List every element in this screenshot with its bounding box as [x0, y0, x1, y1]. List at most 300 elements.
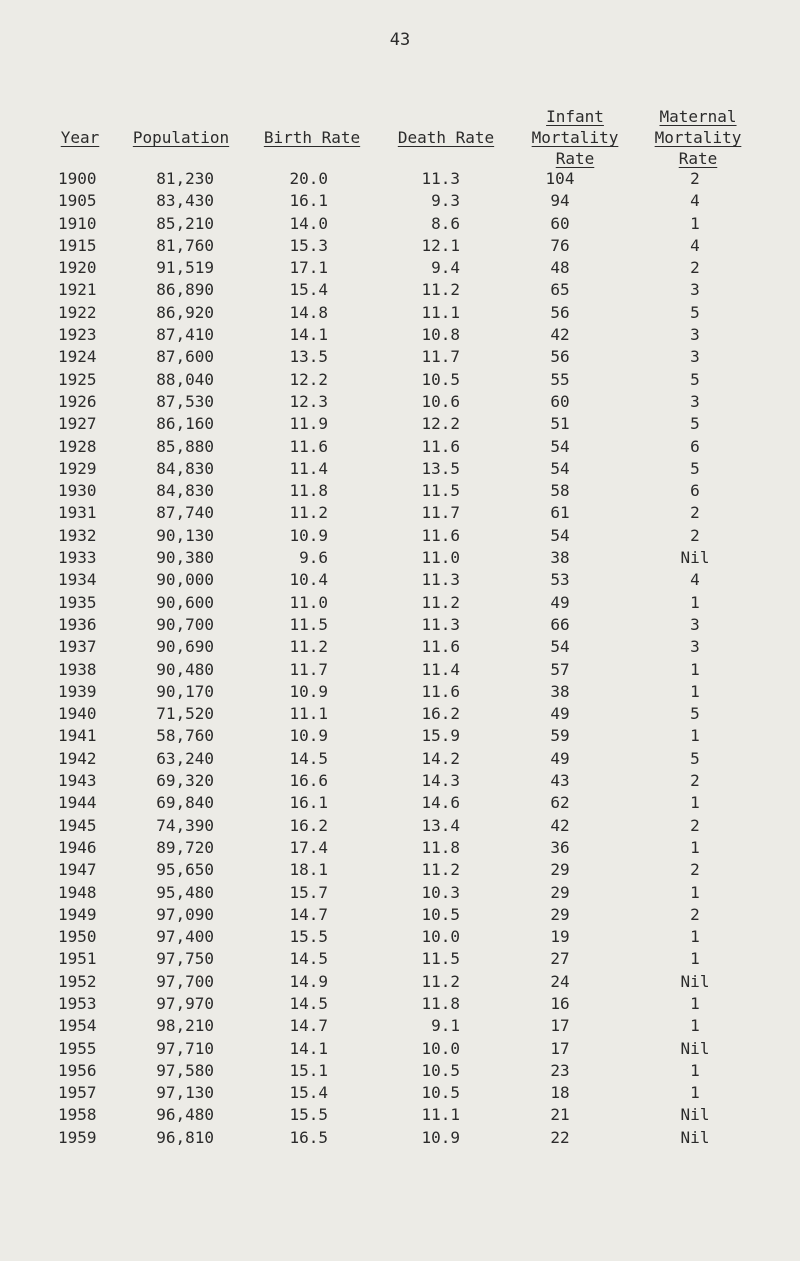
page-number: 43: [389, 30, 411, 50]
birth-rate-cell: 17.4: [289, 837, 328, 857]
death-rate-cell: 11.2: [421, 592, 460, 612]
year-cell: 1925: [58, 369, 97, 389]
table-row: [0, 993, 800, 1015]
maternal-mortality-cell: 3: [690, 391, 700, 411]
birth-rate-cell: 14.7: [289, 1016, 328, 1036]
infant-mortality-cell: 62: [550, 793, 570, 813]
infant-mortality-cell: 19: [550, 927, 570, 947]
death-rate-cell: 14.3: [421, 771, 460, 791]
birth-rate-cell: 9.6: [299, 548, 328, 568]
header-infant-line-1: Infant: [546, 107, 604, 126]
table-row: [0, 1104, 800, 1126]
population-cell: 84,830: [156, 458, 214, 478]
table-row: [0, 502, 800, 524]
death-rate-cell: 10.6: [421, 391, 460, 411]
birth-rate-cell: 15.1: [289, 1060, 328, 1080]
infant-mortality-cell: 53: [550, 570, 570, 590]
year-cell: 1940: [58, 704, 97, 724]
death-rate-cell: 11.1: [421, 1105, 460, 1125]
maternal-mortality-cell: 5: [690, 302, 700, 322]
year-cell: 1959: [58, 1127, 97, 1147]
maternal-mortality-cell: 3: [690, 280, 700, 300]
population-cell: 95,480: [156, 882, 214, 902]
header-maternal-line-3: Rate: [678, 149, 718, 168]
maternal-mortality-cell: 3: [690, 614, 700, 634]
death-rate-cell: 11.4: [421, 659, 460, 679]
year-cell: 1942: [58, 748, 97, 768]
population-cell: 63,240: [156, 748, 214, 768]
table-row: [0, 413, 800, 435]
table-row: [0, 725, 800, 747]
table-row: [0, 1038, 800, 1060]
death-rate-cell: 10.5: [421, 1060, 460, 1080]
maternal-mortality-cell: 3: [690, 637, 700, 657]
year-cell: 1955: [58, 1038, 97, 1058]
population-cell: 85,210: [156, 213, 214, 233]
maternal-mortality-cell: 5: [690, 369, 700, 389]
population-cell: 97,400: [156, 927, 214, 947]
death-rate-cell: 11.6: [421, 681, 460, 701]
death-rate-cell: 11.7: [421, 503, 460, 523]
infant-mortality-cell: 54: [550, 436, 570, 456]
maternal-mortality-cell: 3: [690, 325, 700, 345]
maternal-mortality-cell: 6: [690, 481, 700, 501]
population-cell: 86,890: [156, 280, 214, 300]
table-row: [0, 703, 800, 725]
birth-rate-cell: 15.4: [289, 1083, 328, 1103]
year-cell: 1931: [58, 503, 97, 523]
population-cell: 97,970: [156, 993, 214, 1013]
infant-mortality-cell: 51: [550, 414, 570, 434]
maternal-mortality-cell: 2: [690, 525, 700, 545]
year-cell: 1947: [58, 860, 97, 880]
population-cell: 87,410: [156, 325, 214, 345]
infant-mortality-cell: 59: [550, 726, 570, 746]
maternal-mortality-cell: Nil: [680, 548, 710, 568]
infant-mortality-cell: 17: [550, 1016, 570, 1036]
header-death-rate-line: Death Rate: [397, 128, 495, 147]
table-row: [0, 213, 800, 235]
death-rate-cell: 11.0: [421, 548, 460, 568]
infant-mortality-cell: 21: [550, 1105, 570, 1125]
birth-rate-cell: 11.1: [289, 704, 328, 724]
population-cell: 96,810: [156, 1127, 214, 1147]
maternal-mortality-cell: 5: [690, 748, 700, 768]
population-cell: 58,760: [156, 726, 214, 746]
infant-mortality-cell: 57: [550, 659, 570, 679]
year-cell: 1936: [58, 614, 97, 634]
infant-mortality-cell: 29: [550, 860, 570, 880]
population-cell: 97,090: [156, 904, 214, 924]
maternal-mortality-cell: 1: [690, 949, 700, 969]
infant-mortality-cell: 55: [550, 369, 570, 389]
birth-rate-cell: 11.4: [289, 458, 328, 478]
year-cell: 1928: [58, 436, 97, 456]
death-rate-cell: 12.1: [421, 235, 460, 255]
table-row: [0, 659, 800, 681]
birth-rate-cell: 16.5: [289, 1127, 328, 1147]
table-row: [0, 592, 800, 614]
death-rate-cell: 11.8: [421, 837, 460, 857]
year-cell: 1932: [58, 525, 97, 545]
death-rate-cell: 11.8: [421, 993, 460, 1013]
header-infant-mortality: [515, 106, 635, 169]
death-rate-cell: 11.6: [421, 525, 460, 545]
death-rate-cell: 11.6: [421, 436, 460, 456]
table-row: [0, 302, 800, 324]
infant-mortality-cell: 17: [550, 1038, 570, 1058]
infant-mortality-cell: 16: [550, 993, 570, 1013]
year-cell: 1926: [58, 391, 97, 411]
year-cell: 1938: [58, 659, 97, 679]
death-rate-cell: 10.8: [421, 325, 460, 345]
infant-mortality-cell: 36: [550, 837, 570, 857]
birth-rate-cell: 14.5: [289, 949, 328, 969]
maternal-mortality-cell: 1: [690, 1060, 700, 1080]
birth-rate-cell: 20.0: [289, 169, 328, 188]
population-cell: 88,040: [156, 369, 214, 389]
birth-rate-cell: 16.2: [289, 815, 328, 835]
birth-rate-cell: 11.2: [289, 637, 328, 657]
death-rate-cell: 11.3: [421, 570, 460, 590]
header-death-rate: [386, 127, 506, 148]
birth-rate-cell: 11.5: [289, 614, 328, 634]
maternal-mortality-cell: 1: [690, 882, 700, 902]
table-row: [0, 770, 800, 792]
infant-mortality-cell: 56: [550, 302, 570, 322]
maternal-mortality-cell: 2: [690, 860, 700, 880]
population-cell: 74,390: [156, 815, 214, 835]
population-cell: 90,000: [156, 570, 214, 590]
table-row: [0, 882, 800, 904]
population-cell: 97,710: [156, 1038, 214, 1058]
year-cell: 1952: [58, 971, 97, 991]
header-maternal-mortality: [638, 106, 758, 169]
birth-rate-cell: 12.3: [289, 391, 328, 411]
death-rate-cell: 11.2: [421, 971, 460, 991]
death-rate-cell: 10.0: [421, 1038, 460, 1058]
population-cell: 90,480: [156, 659, 214, 679]
infant-mortality-cell: 54: [550, 525, 570, 545]
birth-rate-cell: 12.2: [289, 369, 328, 389]
infant-mortality-cell: 48: [550, 258, 570, 278]
population-cell: 95,650: [156, 860, 214, 880]
infant-mortality-cell: 24: [550, 971, 570, 991]
population-cell: 90,600: [156, 592, 214, 612]
infant-mortality-cell: 104: [545, 169, 575, 188]
table-row: [0, 369, 800, 391]
birth-rate-cell: 11.8: [289, 481, 328, 501]
infant-mortality-cell: 43: [550, 771, 570, 791]
year-cell: 1948: [58, 882, 97, 902]
maternal-mortality-cell: 2: [690, 258, 700, 278]
table-row: [0, 926, 800, 948]
birth-rate-cell: 14.8: [289, 302, 328, 322]
population-cell: 90,380: [156, 548, 214, 568]
maternal-mortality-cell: 1: [690, 993, 700, 1013]
maternal-mortality-cell: 1: [690, 592, 700, 612]
population-cell: 97,130: [156, 1083, 214, 1103]
table-row: [0, 971, 800, 993]
header-maternal-line-1: Maternal: [659, 107, 737, 126]
population-cell: 81,230: [156, 169, 214, 188]
infant-mortality-cell: 66: [550, 614, 570, 634]
table-row: [0, 859, 800, 881]
death-rate-cell: 13.4: [421, 815, 460, 835]
death-rate-cell: 10.5: [421, 904, 460, 924]
infant-mortality-cell: 38: [550, 681, 570, 701]
population-cell: 83,430: [156, 191, 214, 211]
birth-rate-cell: 14.1: [289, 1038, 328, 1058]
table-row: [0, 346, 800, 368]
infant-mortality-cell: 29: [550, 904, 570, 924]
death-rate-cell: 11.5: [421, 481, 460, 501]
table-row: [0, 1060, 800, 1082]
year-cell: 1929: [58, 458, 97, 478]
header-maternal-line-2: Mortality: [654, 128, 742, 147]
header-infant-line-2: Mortality: [531, 128, 619, 147]
death-rate-cell: 11.7: [421, 347, 460, 367]
death-rate-cell: 9.1: [431, 1016, 460, 1036]
year-cell: 1922: [58, 302, 97, 322]
infant-mortality-cell: 76: [550, 235, 570, 255]
infant-mortality-cell: 49: [550, 748, 570, 768]
infant-mortality-cell: 54: [550, 458, 570, 478]
infant-mortality-cell: 27: [550, 949, 570, 969]
death-rate-cell: 9.3: [431, 191, 460, 211]
infant-mortality-cell: 56: [550, 347, 570, 367]
population-cell: 87,530: [156, 391, 214, 411]
birth-rate-cell: 11.9: [289, 414, 328, 434]
maternal-mortality-cell: 5: [690, 414, 700, 434]
maternal-mortality-cell: 6: [690, 436, 700, 456]
table-row: [0, 1127, 800, 1149]
birth-rate-cell: 15.7: [289, 882, 328, 902]
table-row: [0, 681, 800, 703]
birth-rate-cell: 15.5: [289, 1105, 328, 1125]
table-row: [0, 904, 800, 926]
maternal-mortality-cell: 1: [690, 1083, 700, 1103]
maternal-mortality-cell: 4: [690, 570, 700, 590]
population-cell: 87,600: [156, 347, 214, 367]
population-cell: 91,519: [156, 258, 214, 278]
maternal-mortality-cell: 1: [690, 1016, 700, 1036]
death-rate-cell: 10.5: [421, 1083, 460, 1103]
table-row: [0, 324, 800, 346]
year-cell: 1930: [58, 481, 97, 501]
maternal-mortality-cell: 1: [690, 726, 700, 746]
maternal-mortality-cell: 4: [690, 191, 700, 211]
birth-rate-cell: 15.3: [289, 235, 328, 255]
header-population-line: Population: [132, 128, 230, 147]
death-rate-cell: 11.6: [421, 637, 460, 657]
death-rate-cell: 11.1: [421, 302, 460, 322]
maternal-mortality-cell: Nil: [680, 1127, 710, 1147]
table-row: [0, 235, 800, 257]
table-row: [0, 1082, 800, 1104]
year-cell: 1957: [58, 1083, 97, 1103]
birth-rate-cell: 14.7: [289, 904, 328, 924]
population-cell: 97,580: [156, 1060, 214, 1080]
header-birth-rate: [252, 127, 372, 148]
table-body: [0, 168, 800, 1149]
header-population: [118, 127, 244, 148]
header-infant-line-3: Rate: [555, 149, 595, 168]
year-cell: 1946: [58, 837, 97, 857]
table-row: [0, 1015, 800, 1037]
birth-rate-cell: 13.5: [289, 347, 328, 367]
header-birth-rate-line: Birth Rate: [263, 128, 361, 147]
population-cell: 90,130: [156, 525, 214, 545]
birth-rate-cell: 11.0: [289, 592, 328, 612]
infant-mortality-cell: 65: [550, 280, 570, 300]
maternal-mortality-cell: 5: [690, 704, 700, 724]
population-cell: 97,750: [156, 949, 214, 969]
birth-rate-cell: 16.6: [289, 771, 328, 791]
header-year: [50, 127, 110, 148]
population-cell: 86,160: [156, 414, 214, 434]
infant-mortality-cell: 58: [550, 481, 570, 501]
maternal-mortality-cell: Nil: [680, 1038, 710, 1058]
maternal-mortality-cell: 5: [690, 458, 700, 478]
birth-rate-cell: 15.5: [289, 927, 328, 947]
infant-mortality-cell: 23: [550, 1060, 570, 1080]
year-cell: 1924: [58, 347, 97, 367]
table-row: [0, 948, 800, 970]
infant-mortality-cell: 49: [550, 704, 570, 724]
year-cell: 1943: [58, 771, 97, 791]
birth-rate-cell: 18.1: [289, 860, 328, 880]
birth-rate-cell: 16.1: [289, 191, 328, 211]
population-cell: 90,170: [156, 681, 214, 701]
population-cell: 96,480: [156, 1105, 214, 1125]
year-cell: 1953: [58, 993, 97, 1013]
table-row: [0, 614, 800, 636]
year-cell: 1933: [58, 548, 97, 568]
birth-rate-cell: 14.5: [289, 993, 328, 1013]
year-cell: 1950: [58, 927, 97, 947]
maternal-mortality-cell: 1: [690, 837, 700, 857]
year-cell: 1949: [58, 904, 97, 924]
death-rate-cell: 11.3: [421, 169, 460, 188]
table-row: [0, 190, 800, 212]
year-cell: 1934: [58, 570, 97, 590]
table-row: [0, 636, 800, 658]
death-rate-cell: 14.6: [421, 793, 460, 813]
population-cell: 84,830: [156, 481, 214, 501]
year-cell: 1937: [58, 637, 97, 657]
death-rate-cell: 9.4: [431, 258, 460, 278]
year-cell: 1910: [58, 213, 97, 233]
year-cell: 1944: [58, 793, 97, 813]
birth-rate-cell: 17.1: [289, 258, 328, 278]
year-cell: 1900: [58, 169, 97, 188]
year-cell: 1927: [58, 414, 97, 434]
population-cell: 87,740: [156, 503, 214, 523]
maternal-mortality-cell: 2: [690, 503, 700, 523]
maternal-mortality-cell: 2: [690, 169, 700, 188]
population-cell: 85,880: [156, 436, 214, 456]
year-cell: 1956: [58, 1060, 97, 1080]
birth-rate-cell: 11.6: [289, 436, 328, 456]
birth-rate-cell: 10.9: [289, 525, 328, 545]
infant-mortality-cell: 42: [550, 815, 570, 835]
maternal-mortality-cell: 1: [690, 793, 700, 813]
year-cell: 1905: [58, 191, 97, 211]
infant-mortality-cell: 61: [550, 503, 570, 523]
maternal-mortality-cell: 3: [690, 347, 700, 367]
year-cell: 1951: [58, 949, 97, 969]
year-cell: 1945: [58, 815, 97, 835]
maternal-mortality-cell: 1: [690, 659, 700, 679]
maternal-mortality-cell: Nil: [680, 971, 710, 991]
maternal-mortality-cell: 2: [690, 815, 700, 835]
infant-mortality-cell: 60: [550, 391, 570, 411]
birth-rate-cell: 10.9: [289, 681, 328, 701]
population-cell: 90,700: [156, 614, 214, 634]
table-row: [0, 748, 800, 770]
year-cell: 1958: [58, 1105, 97, 1125]
table-row: [0, 436, 800, 458]
year-cell: 1923: [58, 325, 97, 345]
death-rate-cell: 14.2: [421, 748, 460, 768]
year-cell: 1939: [58, 681, 97, 701]
maternal-mortality-cell: 2: [690, 904, 700, 924]
maternal-mortality-cell: 1: [690, 213, 700, 233]
population-cell: 89,720: [156, 837, 214, 857]
population-cell: 69,840: [156, 793, 214, 813]
birth-rate-cell: 14.5: [289, 748, 328, 768]
population-cell: 86,920: [156, 302, 214, 322]
maternal-mortality-cell: 2: [690, 771, 700, 791]
birth-rate-cell: 10.4: [289, 570, 328, 590]
year-cell: 1935: [58, 592, 97, 612]
maternal-mortality-cell: 1: [690, 681, 700, 701]
population-cell: 90,690: [156, 637, 214, 657]
table-row: [0, 257, 800, 279]
header-year-line: Year: [60, 128, 100, 147]
population-cell: 81,760: [156, 235, 214, 255]
infant-mortality-cell: 29: [550, 882, 570, 902]
death-rate-cell: 11.5: [421, 949, 460, 969]
year-cell: 1920: [58, 258, 97, 278]
infant-mortality-cell: 42: [550, 325, 570, 345]
population-cell: 97,700: [156, 971, 214, 991]
table-row: [0, 458, 800, 480]
birth-rate-cell: 15.4: [289, 280, 328, 300]
table-row: [0, 837, 800, 859]
table-row: [0, 480, 800, 502]
death-rate-cell: 11.2: [421, 860, 460, 880]
table-row: [0, 815, 800, 837]
infant-mortality-cell: 94: [550, 191, 570, 211]
death-rate-cell: 10.5: [421, 369, 460, 389]
death-rate-cell: 8.6: [431, 213, 460, 233]
infant-mortality-cell: 22: [550, 1127, 570, 1147]
death-rate-cell: 13.5: [421, 458, 460, 478]
birth-rate-cell: 14.9: [289, 971, 328, 991]
table-row: [0, 569, 800, 591]
birth-rate-cell: 14.1: [289, 325, 328, 345]
table-row: [0, 525, 800, 547]
year-cell: 1915: [58, 235, 97, 255]
table-row: [0, 547, 800, 569]
table-row: [0, 391, 800, 413]
population-cell: 71,520: [156, 704, 214, 724]
death-rate-cell: 10.0: [421, 927, 460, 947]
population-cell: 69,320: [156, 771, 214, 791]
death-rate-cell: 10.9: [421, 1127, 460, 1147]
